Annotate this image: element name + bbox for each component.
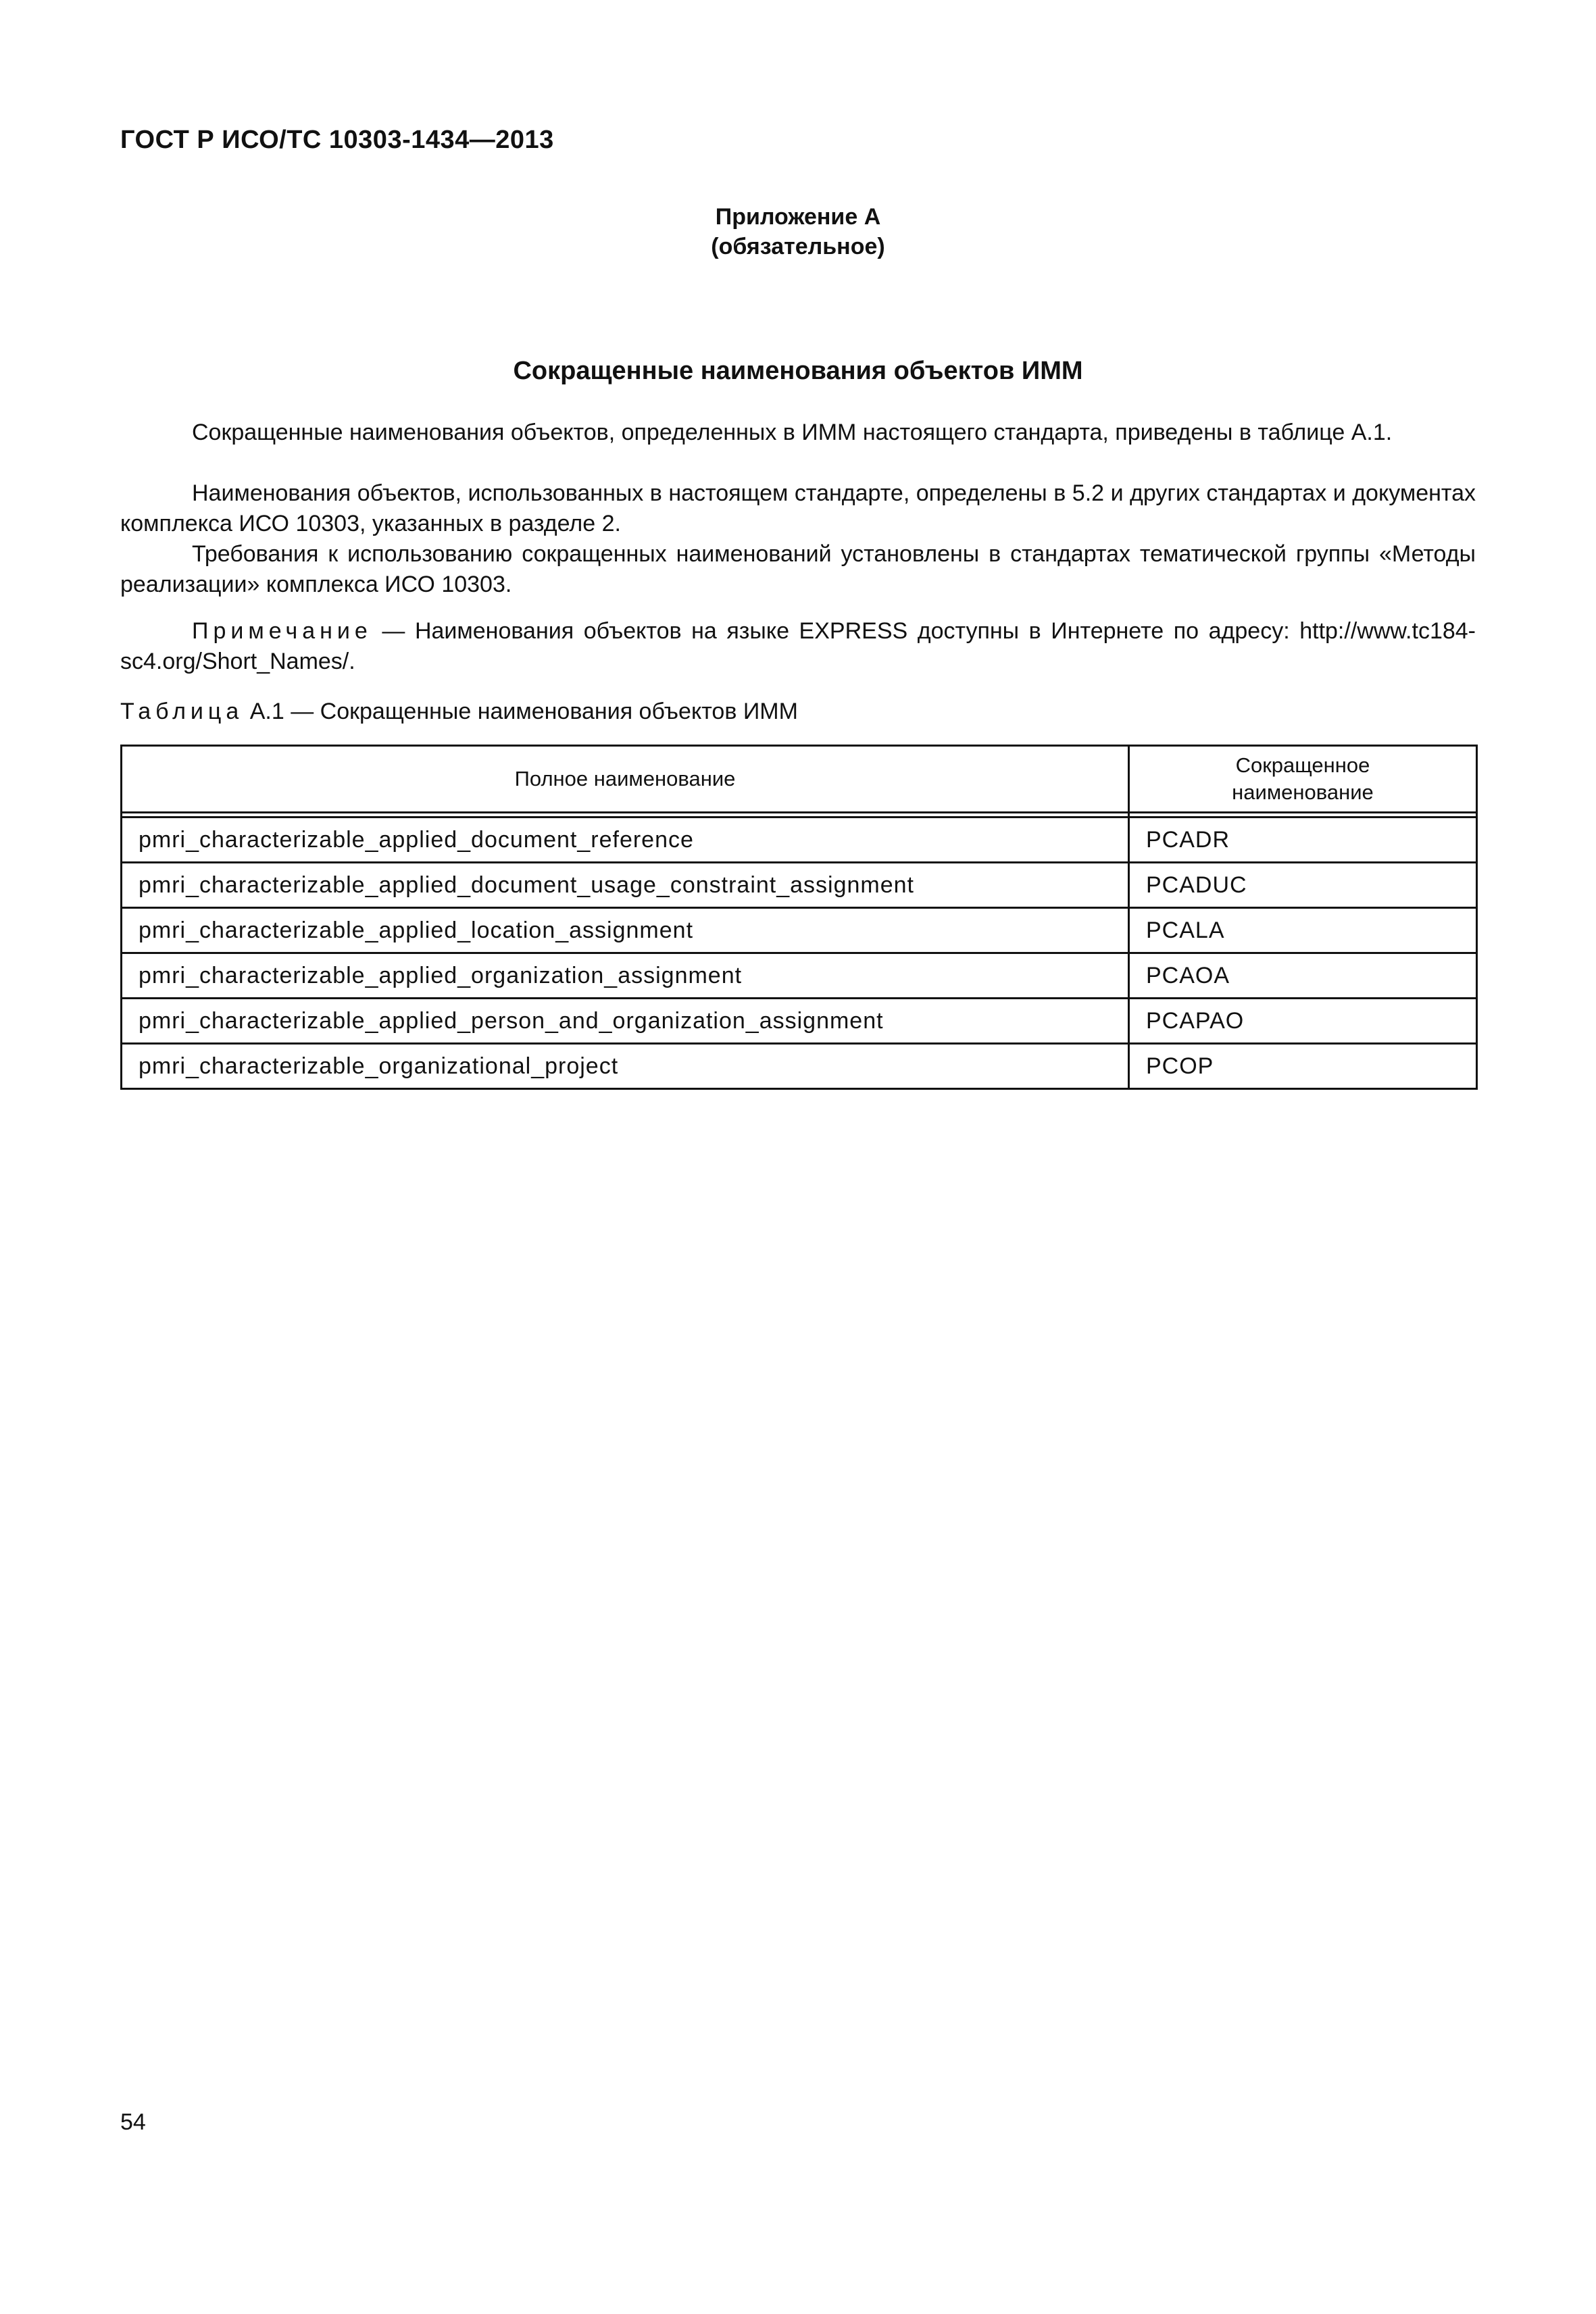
- short-name-cell: PCAPAO: [1129, 999, 1477, 1044]
- table-caption: [120, 699, 798, 725]
- header-separator: [122, 813, 1477, 818]
- full-name-cell: pmri_characterizable_organizational_project: [122, 1044, 1129, 1089]
- paragraph-3: Требования к использованию сокращенных наименований установлены в стандартах тематической группы «Методы реализации» комплекса ИСО 10303.: [120, 541, 1476, 597]
- full-name-cell: pmri_characterizable_applied_organization_assignment: [122, 953, 1129, 999]
- annex-kind: (обязательное): [711, 234, 885, 259]
- column-header-short-name-line1: Сокращенное: [1235, 753, 1370, 777]
- page-number: 54: [120, 2109, 146, 2135]
- section-title: Сокращенные наименования объектов ИММ: [513, 357, 1083, 385]
- full-name-cell: pmri_characterizable_applied_document_reference: [122, 818, 1129, 863]
- column-header-short-name-line2: наименование: [1232, 780, 1374, 804]
- column-header-full-name: Полное наименование: [122, 746, 1129, 813]
- annex-title: Приложение А: [715, 204, 881, 230]
- short-name-cell: PCADR: [1129, 818, 1477, 863]
- table-caption-label: Таблица: [120, 699, 244, 724]
- document-id: ГОСТ Р ИСО/ТС 10303-1434—2013: [120, 126, 554, 154]
- short-names-table: [120, 745, 1478, 1090]
- table-row: [122, 999, 1477, 1044]
- short-name-cell: PCALA: [1129, 908, 1477, 953]
- table-row: [122, 908, 1477, 953]
- table-header-row: [122, 746, 1477, 813]
- table-caption-text: А.1 — Сокращенные наименования объектов ИММ: [243, 699, 798, 724]
- short-name-cell: PCADUC: [1129, 863, 1477, 908]
- full-name-cell: pmri_characterizable_applied_location_assignment: [122, 908, 1129, 953]
- full-name-cell: pmri_characterizable_applied_person_and_organization_assignment: [122, 999, 1129, 1044]
- short-name-cell: PCOP: [1129, 1044, 1477, 1089]
- paragraph-1: Сокращенные наименования объектов, определенных в ИММ настоящего стандарта, приведены в таблице А.1.: [192, 420, 1393, 445]
- table-row: [122, 1044, 1477, 1089]
- full-name-cell: pmri_characterizable_applied_document_usage_constraint_assignment: [122, 863, 1129, 908]
- paragraph-2: Наименования объектов, использованных в настоящем стандарте, определены в 5.2 и других стандартах и документах комплекса ИСО 10303, указанных в разделе 2.: [120, 480, 1476, 536]
- table-row: [122, 953, 1477, 999]
- short-name-cell: PCAOA: [1129, 953, 1477, 999]
- note-text: — Наименования объектов на языке EXPRESS доступны в Интернете по адресу: http://www.tc184-sc4.org/Short_Names/.: [120, 618, 1476, 674]
- table-row: [122, 818, 1477, 863]
- table-row: [122, 863, 1477, 908]
- note-label: Примечание: [192, 618, 372, 644]
- column-header-short-name: [1129, 746, 1477, 813]
- note: [120, 616, 1476, 677]
